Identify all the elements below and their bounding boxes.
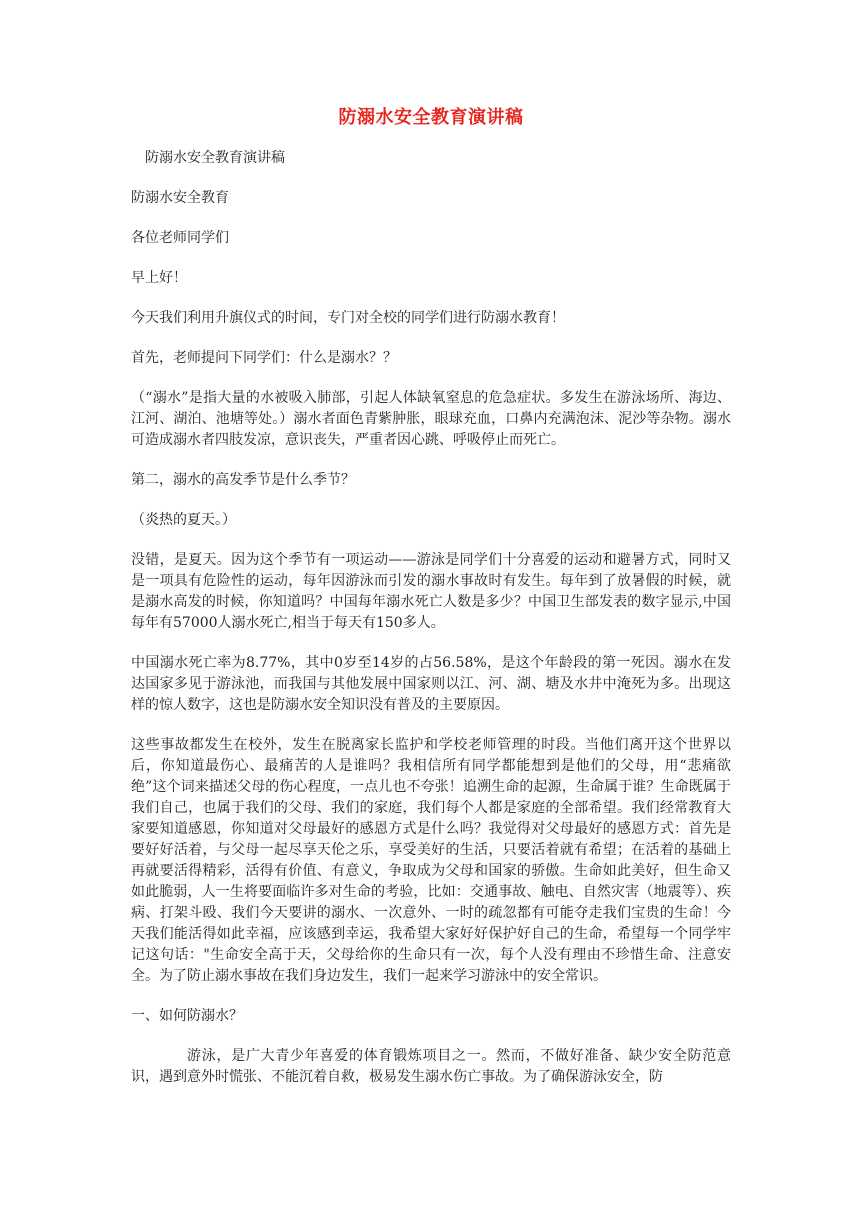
subtitle-paragraph: 防溺水安全教育演讲稿 (145, 150, 285, 166)
body-paragraph: 今天我们利用升旗仪式的时间，专门对全校的同学们进行防溺水教育！ (131, 310, 565, 326)
body-paragraph: 第二，溺水的高发季节是什么季节？ (131, 472, 355, 488)
body-paragraph: 游泳，是广大青少年喜爱的体育锻炼项目之一。然而，不做好准备、缺少安全防范意识，遇到意外时慌张、不能沉着自救，极易发生溺水伤亡事故。为了确保游泳安全，防 (131, 1048, 731, 1085)
section-heading: 一、如何防溺水？ (131, 1008, 243, 1024)
greeting-paragraph: 早上好！ (131, 270, 187, 286)
body-paragraph: （炎热的夏天。） (131, 512, 236, 528)
document-title: 防溺水安全教育演讲稿 (338, 107, 524, 128)
body-paragraph: （“溺水”是指大量的水被吸入肺部，引起人体缺氧窒息的危急症状。多发生在游泳场所、海边、江河、湖泊、池塘等处。）溺水者面色青紫肿胀，眼球充血，口鼻内充满泡沫、泥沙等杂物。溺水可造成溺水者四肢发凉，意识丧失，严重者因心跳、呼吸停止而死亡。 (131, 390, 731, 448)
body-paragraph: 这些事故都发生在校外，发生在脱离家长监护和学校老师管理的时段。当他们离开这个世界以后，你知道最伤心、最痛苦的人是谁吗？我相信所有同学都能想到是他们的父母，用“悲痛欲绝”这个词来描述父母的伤心程度，一点儿也不夸张！追溯生命的起源，生命属于谁？生命既属于我们自己，也属于我们的父母、我们的家庭，我们每个人都是家庭的全部希望。我们经常教育大家要知道感恩，你知道对父母最好的感恩方式是什么吗？我觉得对父母最好的感恩方式：首先是要好好活着，与父母一起尽享天伦之乐，享受美好的生活，只要活着就有希望；在活着的基础上再就要活得精彩，活得有价值、有意义，争取成为父母和国家的骄傲。生命如此美好，但生命又如此脆弱，人一生将要面临许多对生命的考验，比如：交通事故、触电、自然灾害（地震等）、疾病、打架斗殴、我们今天要讲的溺水、一次意外、一时的疏忽都有可能夺走我们宝贵的生命！今天我们能活得如此幸福，应该感到幸运，我希望大家好好保护好自己的生命，希望每一个同学牢记这句话："生命安全高于天，父母给你的生命只有一次，每个人没有理由不珍惜生命、注意安全。为了防止溺水事故在我们身边发生，我们一起来学习游泳中的安全常识。 (131, 737, 731, 984)
body-paragraph: 没错，是夏天。因为这个季节有一项运动——游泳是同学们十分喜爱的运动和避暑方式，同时又是一项具有危险性的运动，每年因游泳而引发的溺水事故时有发生。每年到了放暑假的时候，就是溺水高发的时候，你知道吗？中国每年溺水死亡人数是多少？中国卫生部发表的数字显示,中国每年有57000人溺水死亡,相当于每天有150多人。 (131, 552, 731, 631)
body-paragraph: 中国溺水死亡率为8.77%，其中0岁至14岁的占56.58%，是这个年龄段的第一死因。溺水在发达国家多见于游泳池，而我国与其他发展中国家则以江、河、湖、塘及水井中淹死为多。出现这样的惊人数字，这也是防溺水安全知识没有普及的主要原因。 (131, 655, 731, 713)
salutation-paragraph: 各位老师同学们 (131, 230, 229, 246)
heading-paragraph: 防溺水安全教育 (131, 190, 229, 206)
document-body (131, 96, 731, 1107)
body-paragraph: 首先，老师提问下同学们：什么是溺水？？ (131, 350, 397, 366)
